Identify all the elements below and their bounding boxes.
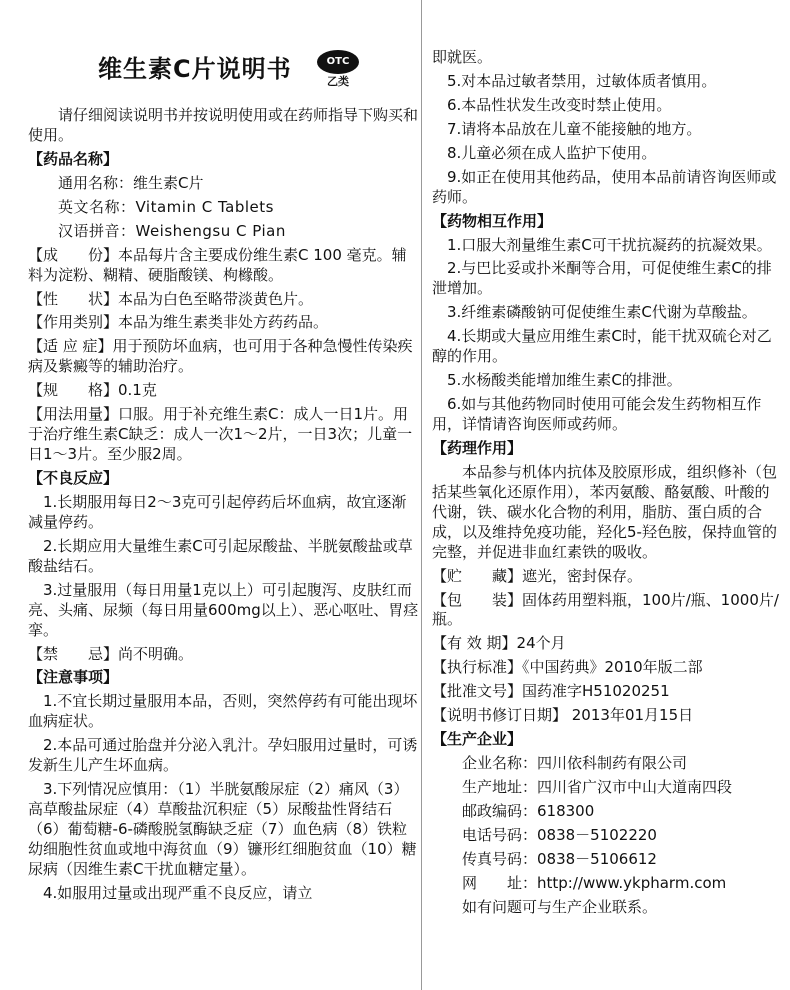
- storage: 【贮 藏】遮光，密封保存。: [432, 566, 643, 585]
- dosage: 【用法用量】口服。用于补充维生素C：成人一日1片。用于治疗维生素C缺乏：成人一次1～2片，一日3次；儿童一日1～3片。至少服2周。: [28, 405, 413, 464]
- manufacturer-header: 【生产企业】: [432, 730, 523, 749]
- intro-text: 请仔细阅读说明书并按说明使用或在药师指导下购买和使用。: [28, 106, 419, 144]
- otc-logo: OTC: [317, 50, 359, 74]
- appearance: 【性 状】本品为白色至略带淡黄色片。: [28, 289, 314, 308]
- precaution-item: 2.本品可通过胎盘并分泌入乳汁。孕妇服用过量时，可诱发新生儿产生坏血病。: [28, 736, 418, 775]
- document-title: 维生素C片说明书: [98, 55, 292, 83]
- interaction-item: 4.长期或大量应用维生素C时，能干扰双硫仑对乙醇的作用。: [432, 327, 772, 366]
- precaution-item: 9.如正在使用其他药品，使用本品前请咨询医师或药师。: [432, 167, 777, 206]
- continued-text: 即就医。: [432, 48, 493, 66]
- pharmacology-header: 【药理作用】: [432, 438, 523, 457]
- adverse-item: 1.长期服用每日2～3克可引起停药后坏血病，故宜逐渐减量停药。: [28, 492, 407, 531]
- company-address: 生产地址：四川省广汉市中山大道南四段: [462, 778, 733, 796]
- interaction-item: 2.与巴比妥或扑米酮等合用，可促使维生素C的排泄增加。: [432, 259, 772, 298]
- title-row: [28, 50, 420, 102]
- indications: 【适 应 症】用于预防坏血病，也可用于各种急慢性传染疾病及紫癜等的辅助治疗。: [28, 337, 413, 376]
- interaction-item: 3.纤维素磷酸钠可促使维生素C代谢为草酸盐。: [447, 303, 757, 322]
- precaution-item: 5.对本品过敏者禁用，过敏体质者慎用。: [447, 71, 717, 90]
- pharmacology-text: 本品参与机体内抗体及胶原形成，组织修补（包括某些氧化还原作用），苯丙氨酸、酪氨酸、叶酸的代谢，铁、碳水化合物的利用，脂肪、蛋白质的合成，以及维持免疫功能，羟化5-羟色胺，保持血管的完整，并促进非血红素铁的吸收。: [432, 462, 778, 561]
- precautions-header: 【注意事项】: [28, 668, 119, 687]
- left-column: [28, 0, 420, 990]
- standard: 【执行标准】《中国药典》2010年版二部: [432, 658, 703, 677]
- category: 【作用类别】本品为维生素类非处方药药品。: [28, 313, 329, 332]
- validity: 【有 效 期】24个月: [432, 634, 566, 653]
- interactions-header: 【药物相互作用】: [432, 211, 553, 230]
- otc-badge: [314, 50, 362, 90]
- ingredients: 【成 份】本品每片含主要成份维生素C 100 毫克。辅料为淀粉、糊精、硬脂酸镁、枸橼酸。: [28, 245, 407, 284]
- contraindications: 【禁 忌】尚不明确。: [28, 644, 194, 663]
- precaution-item: 3.下列情况应慎用：（1）半胱氨酸尿症（2）痛风（3）高草酸盐尿症（4）草酸盐沉积症（5）尿酸盐性肾结石（6）葡萄糖-6-磷酸脱氢酶缺乏症（7）血色病（8）铁粒幼细胞性贫血或地中海贫血（9）镰形红细胞贫血（10）糖尿病（因维生素C干扰血糖定量）。: [28, 780, 417, 878]
- phone: 电话号码：0838－5102220: [462, 825, 657, 844]
- precaution-item: 8.儿童必须在成人监护下使用。: [447, 143, 657, 162]
- adverse-item: 3.过量服用（每日用量1克以上）可引起腹泻、皮肤红而亮、头痛、尿频（每日用量600mg以上）、恶心呕吐、胃痉挛。: [28, 580, 419, 639]
- website: 网 址：http://www.ykpharm.com: [462, 873, 727, 892]
- interaction-item: 6.如与其他药物同时使用可能会发生药物相互作用，详情请咨询医师或药师。: [432, 395, 762, 433]
- company-name: 企业名称：四川依科制药有限公司: [462, 754, 688, 773]
- fax: 传真号码：0838－5106612: [462, 849, 657, 868]
- postcode: 邮政编码：618300: [462, 801, 595, 820]
- package: 【包 装】固体药用塑料瓶，100片/瓶、1000片/瓶。: [432, 590, 779, 629]
- adverse-item: 2.长期应用大量维生素C可引起尿酸盐、半胱氨酸盐或草酸盐结石。: [28, 536, 413, 575]
- specification: 【规 格】0.1克: [28, 381, 157, 400]
- approval-number: 【批准文号】国药准字H51020251: [432, 682, 670, 701]
- english-name: 英文名称：Vitamin C Tablets: [58, 197, 274, 216]
- precaution-item: 4.如服用过量或出现严重不良反应，请立: [43, 883, 313, 902]
- interaction-item: 1.口服大剂量维生素C可干扰抗凝药的抗凝效果。: [447, 235, 772, 254]
- interaction-item: 5.水杨酸类能增加维生素C的排泄。: [447, 371, 682, 390]
- column-divider: [421, 0, 422, 990]
- right-column: [432, 0, 780, 990]
- adverse-header: 【不良反应】: [28, 469, 119, 487]
- pinyin-name: 汉语拼音：Weishengsu C Pian: [58, 221, 286, 240]
- contact-note: 如有问题可与生产企业联系。: [462, 897, 658, 916]
- precaution-item: 6.本品性状发生改变时禁止使用。: [447, 95, 672, 114]
- otc-class: 乙类: [327, 75, 349, 88]
- revision-date: 【说明书修订日期】 2013年01月15日: [432, 706, 694, 725]
- precaution-item: 1.不宜长期过量服用本品，否则，突然停药有可能出现坏血病症状。: [28, 692, 418, 731]
- drug-name-header: 【药品名称】: [28, 149, 119, 168]
- precaution-item: 7.请将本品放在儿童不能接触的地方。: [447, 119, 702, 138]
- generic-name: 通用名称：维生素C片: [58, 173, 204, 192]
